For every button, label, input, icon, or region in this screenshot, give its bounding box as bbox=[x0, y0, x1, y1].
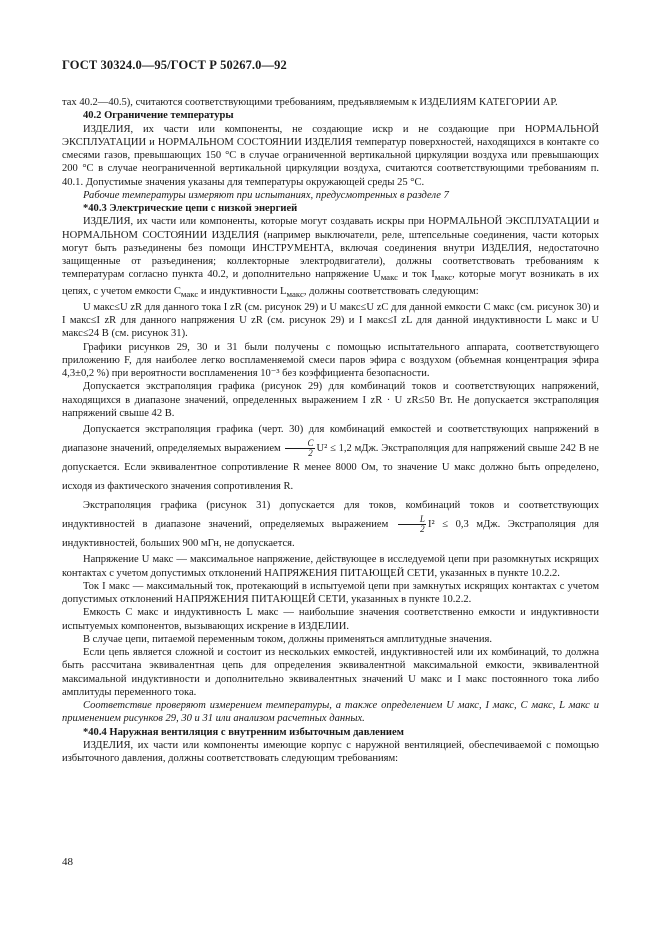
paragraph-40-2: ИЗДЕЛИЯ, их части или компоненты, не создающие искр и не создающие при НОРМАЛЬНОЙ ЭКСПЛУАТАЦИИ и НОРМАЛЬНОМ СОСТОЯНИИ ИЗДЕЛИЯ температур поверхностей, находящихся в контакте со смесями газов, превышающих 150 °С в случае ограниченной вертикальной циркуляции воздуха или превышающих 200 °С в случае неограниченной вертикальной циркуляции воздуха, считаются соответствующими требованиям п. 40.1. Допустимые значения указаны для температуры окружающей среды 25 °С. bbox=[62, 123, 599, 188]
paragraph-continuation: тах 40.2—40.5), считаются соответствующими требованиям, предъявляемым к ИЗДЕЛИЯМ КАТЕГОРИИ АР. bbox=[62, 97, 558, 108]
page-number: 48 bbox=[62, 856, 73, 868]
subscript: макс bbox=[180, 288, 199, 299]
note-40-2: Рабочие температуры измеряют при испытаниях, предусмотренных в разделе 7 bbox=[83, 189, 449, 201]
fraction-numerator: L bbox=[398, 515, 426, 525]
text-run: , которые могут возникать в их цепях, с учетом емкости C bbox=[62, 269, 599, 297]
paragraph-capacitance-def: Емкость C макс и индуктивность L макс — наибольшие значения соответственно емкости и индуктивности испытуемых компонентов, вызывающих искрение в ИЗДЕЛИИ. bbox=[62, 607, 599, 632]
note-compliance-40-3: Соответствие проверяют измерением температуры, а также определением U макс, I макс, C макс, L макс и применением рисунков 29, 30 и 31 или анализом расчетных данных. bbox=[62, 700, 599, 725]
heading-40-2: 40.2 Ограничение температуры bbox=[83, 110, 234, 122]
fraction-denominator: 2 bbox=[308, 448, 313, 459]
paragraph-extrapolation-30 bbox=[62, 420, 599, 496]
text-run: Экстраполяция графика (рисунок 31) допускается для токов, комбинаций токов и соответствующих индуктивностей в диапазоне значений, определяемых выражением bbox=[62, 500, 599, 531]
text-run: Допускается экстраполяция графика (черт. 30) для комбинаций емкостей и соответствующих напряжений в диапазоне значений, определяемых выражением bbox=[62, 424, 599, 455]
paragraph-ac-note: В случае цепи, питаемой переменным током, должны применяться амплитудные значения. bbox=[83, 633, 493, 645]
fraction-numerator: C bbox=[285, 439, 314, 449]
paragraph-graphs: Графики рисунков 29, 30 и 31 были получены с помощью испытательного аппарата, соответствующего приложению F, для наиболее легко воспламеняемой смеси паров эфира с воздухом (объемная концентрация эфира 4,3±0,2 %) при вероятности воспламенения 10⁻³ без коэффициента безопасности. bbox=[62, 341, 599, 380]
heading-40-4: *40.4 Наружная вентиляция с внутренним избыточным давлением bbox=[83, 726, 404, 738]
subscript: макс bbox=[380, 272, 399, 283]
subscript: макс bbox=[434, 272, 453, 283]
page-content bbox=[62, 96, 599, 765]
page-header: ГОСТ 30324.0—95/ГОСТ Р 50267.0—92 bbox=[62, 58, 287, 72]
fraction-c-over-2 bbox=[285, 439, 314, 458]
paragraph-current-def: Ток I макс — максимальный ток, протекающий в испытуемой цепи при замкнутых искрящих контактах с учетом допустимых отклонений НАПРЯЖЕНИЯ ПИТАЮЩЕЙ СЕТИ, указанных в пункте 10.2.2. bbox=[62, 580, 599, 606]
fraction-denominator: 2 bbox=[420, 524, 425, 535]
text-run: U² ≤ 1,2 мДж. Экстраполяция для напряжений свыше 242 В не допускается. Если эквивалентное сопротивление R менее 8000 Ом, то значение U макс должно быть определено, исходя из фактического значения сопротивления R. bbox=[62, 443, 599, 493]
subscript: макс bbox=[286, 288, 304, 299]
fraction-l-over-2 bbox=[398, 515, 426, 534]
paragraph-complex-circuit: Если цепь является сложной и состоит из нескольких емкостей, индуктивностей или их комбинаций, то должна быть рассчитана эквивалентная цепь для определения эквивалентной максимальной емкости, эквивалентной максимальной индуктивности и дополнительно эквивалентных значений U макс и I макс постоянного тока либо амплитуды переменного тока. bbox=[62, 647, 599, 698]
paragraph-40-3-intro bbox=[62, 215, 599, 301]
paragraph-40-4: ИЗДЕЛИЯ, их части или компоненты имеющие корпус с наружной вентиляцией, обеспечиваемой с помощью избыточного давления, должны соответствовать следующим требованиям: bbox=[62, 739, 599, 765]
text-run: и индуктивности L bbox=[198, 285, 287, 297]
paragraph-conditions: U макс≤U zR для данного тока I zR (см. рисунок 29) и U макс≤U zC для данной емкости C макс (см. рисунок 30) и I макс≤I zR для данного напряжения U zR (см. рисунок 29) и I макс≤I zL для данной индуктивности L макс и U макс≤24 В (см. рисунок 31). bbox=[62, 301, 599, 340]
text-run: , должны соответствовать следующим: bbox=[303, 285, 479, 297]
text-run: ИЗДЕЛИЯ, их части или компоненты, которые могут создавать искры при НОРМАЛЬНОЙ ЭКСПЛУАТАЦИИ и НОРМАЛЬНОМ СОСТОЯНИИ ИЗДЕЛИЯ (например выключатели, реле, штепсельные соединения, части которых могут быть разъединены без помощи ИНСТРУМЕНТА, включая соединения внутри ИЗДЕЛИЯ, недостаточно защищенные от разъединения; коллекторные электродвигатели), должны соответствовать требованиям к температурам согласно пункта 40.2, и дополнительно напряжение U bbox=[62, 216, 599, 281]
text-run: I² ≤ 0,3 мДж. Экстраполяция для индуктивностей, больших 900 мГн, не допускается. bbox=[62, 519, 600, 550]
paragraph-voltage-def: Напряжение U макс — максимальное напряжение, действующее в исследуемой цепи при разомкнутых искрящих контактах с учетом допустимых отклонений НАПРЯЖЕНИЯ ПИТАЮЩЕЙ СЕТИ, указанных в пункте 10.2.2. bbox=[62, 554, 599, 579]
text-run: и ток I bbox=[398, 269, 435, 281]
heading-40-3: *40.3 Электрические цепи с низкой энергией bbox=[83, 203, 298, 214]
paragraph-extrapolation-29: Допускается экстраполяция графика (рисунок 29) для комбинаций токов и соответствующих напряжений, находящихся в диапазоне значений, определенных выражением I zR · U zR≤50 Вт. Не допускается экстраполяция напряжений свыше 42 В. bbox=[62, 381, 599, 419]
paragraph-extrapolation-31 bbox=[62, 496, 599, 553]
